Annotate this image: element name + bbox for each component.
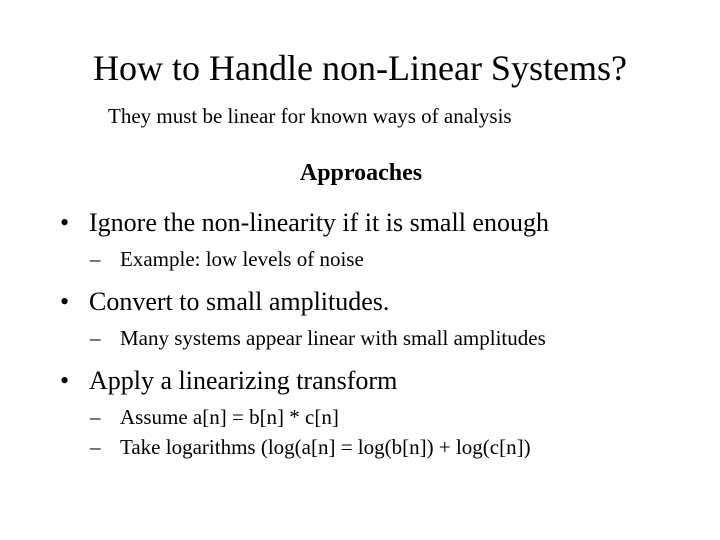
dash-icon: – xyxy=(90,405,101,429)
bullet-item xyxy=(60,284,710,320)
bullet-text: Convert to small amplitudes. xyxy=(89,287,390,316)
bullet-text: Apply a linearizing transform xyxy=(89,366,398,395)
slide-title: How to Handle non-Linear Systems? xyxy=(93,48,627,88)
sub-bullet-item xyxy=(60,244,710,274)
bullet-list xyxy=(60,205,710,462)
bullet-item xyxy=(60,363,710,399)
dash-icon: – xyxy=(90,247,101,271)
section-heading: Approaches xyxy=(299,160,423,186)
sub-bullet-text: Many systems appear linear with small amplitudes xyxy=(120,326,546,350)
sub-bullet-text: Example: low levels of noise xyxy=(120,247,364,271)
dash-icon: – xyxy=(90,435,101,459)
bullet-dot-icon: • xyxy=(60,287,70,316)
sub-bullet-text: Take logarithms (log(a[n] = log(b[n]) + log(c[n]) xyxy=(120,435,531,459)
sub-bullet-text: Assume a[n] = b[n] * c[n] xyxy=(120,405,339,429)
dash-icon: – xyxy=(90,326,101,350)
bullet-item xyxy=(60,205,710,241)
bullet-dot-icon: • xyxy=(60,366,70,395)
sub-bullet-item xyxy=(60,432,710,462)
slide-subtitle: They must be linear for known ways of analysis xyxy=(108,104,512,128)
sub-bullet-item xyxy=(60,402,710,432)
bullet-dot-icon: • xyxy=(60,208,70,237)
sub-bullet-item xyxy=(60,323,710,353)
bullet-text: Ignore the non-linearity if it is small enough xyxy=(89,208,549,237)
